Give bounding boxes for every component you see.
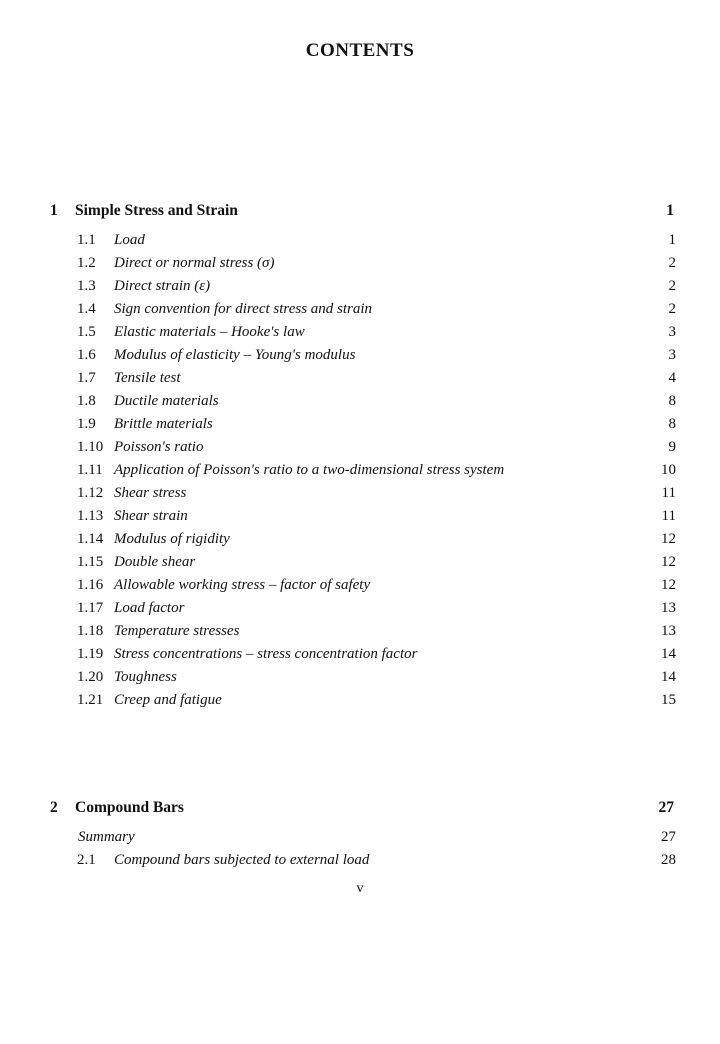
toc-entry (0, 393, 720, 416)
toc-entry-title: Tensile test (114, 370, 181, 386)
toc-entry (0, 347, 720, 370)
toc-entry-number: 1.17 (77, 600, 104, 616)
toc-entry (0, 623, 720, 646)
toc-entry-number: 1.16 (77, 577, 104, 593)
toc-entry-page-number: 14 (661, 669, 676, 685)
toc-entry-title: Allowable working stress – factor of safety (114, 577, 371, 593)
toc-entry-number: 1.2 (77, 255, 96, 271)
toc-entry-number: 1.4 (77, 301, 96, 317)
toc-entry-title: Temperature stresses (114, 623, 240, 639)
toc-entry (0, 600, 720, 623)
toc-entry-title: Toughness (114, 669, 177, 685)
toc-entry (0, 232, 720, 255)
toc-entry-list (0, 232, 720, 715)
toc-entry-title: Shear strain (114, 508, 188, 524)
toc-entry (0, 508, 720, 531)
toc-entry-number: 1.21 (77, 692, 104, 708)
toc-entry-number: 1.3 (77, 278, 96, 294)
toc-entry-number: 1.18 (77, 623, 104, 639)
toc-entry (0, 416, 720, 439)
toc-entry-title: Shear stress (114, 485, 187, 501)
toc-entry (0, 692, 720, 715)
toc-entry-number: 1.7 (77, 370, 96, 386)
toc-entry-title: Elastic materials – Hooke's law (114, 324, 305, 340)
toc-entry-page-number: 14 (661, 646, 676, 662)
toc-entry-number: 1.12 (77, 485, 104, 501)
toc-entry-page-number: 10 (661, 462, 676, 478)
toc-entry-page-number: 3 (668, 324, 676, 340)
toc-entry (0, 485, 720, 508)
toc-entry-page-number: 28 (661, 852, 676, 868)
toc-entry (0, 852, 720, 875)
chapter-title: Simple Stress and Strain (75, 202, 238, 219)
toc-entry-title: Poisson's ratio (114, 439, 204, 455)
toc-entry (0, 462, 720, 485)
toc-entry-page-number: 2 (668, 301, 676, 317)
toc-entry-title: Application of Poisson's ratio to a two-dimensional stress system (114, 462, 505, 478)
chapter-page-number: 1 (666, 202, 674, 219)
toc-entry-page-number: 12 (661, 577, 676, 593)
toc-entry-title: Double shear (114, 554, 196, 570)
toc-entry-title: Brittle materials (114, 416, 213, 432)
toc-entry-page-number: 2 (668, 255, 676, 271)
toc-entry-title: Direct strain (ε) (114, 278, 211, 294)
toc-entry-page-number: 2 (668, 278, 676, 294)
toc-entry-number: 1.10 (77, 439, 104, 455)
toc-entry-number: 2.1 (77, 852, 96, 868)
toc-entry-number: 1.8 (77, 393, 96, 409)
toc-entry (0, 439, 720, 462)
toc-entry-number: 1.1 (77, 232, 96, 248)
toc-entry (0, 577, 720, 600)
chapter-2-section (0, 799, 720, 875)
chapter-1-section (0, 202, 720, 715)
toc-entry (0, 255, 720, 278)
toc-entry-title: Modulus of rigidity (114, 531, 230, 547)
toc-entry-page-number: 12 (661, 531, 676, 547)
toc-entry-page-number: 12 (661, 554, 676, 570)
toc-entry-page-number: 8 (668, 393, 676, 409)
toc-entry-title: Ductile materials (114, 393, 219, 409)
chapter-number: 1 (50, 202, 58, 219)
page-number-folio: v (356, 881, 364, 896)
toc-entry (0, 324, 720, 347)
toc-entry (0, 370, 720, 393)
toc-entry-page-number: 1 (668, 232, 676, 248)
toc-entry-title: Modulus of elasticity – Young's modulus (114, 347, 356, 363)
toc-entry-number: 1.14 (77, 531, 104, 547)
toc-entry-number: 1.6 (77, 347, 96, 363)
toc-entry-page-number: 11 (661, 485, 676, 501)
toc-entry-page-number: 8 (668, 416, 676, 432)
page-title: CONTENTS (305, 40, 415, 61)
toc-entry-list (0, 829, 720, 875)
toc-entry (0, 829, 720, 852)
toc-entry-page-number: 9 (668, 439, 676, 455)
toc-entry-title: Load factor (114, 600, 185, 616)
toc-entry-page-number: 11 (661, 508, 676, 524)
chapter-page-number: 27 (658, 799, 674, 816)
chapter-title: Compound Bars (75, 799, 184, 816)
toc-entry-number: 1.20 (77, 669, 104, 685)
toc-entry (0, 531, 720, 554)
toc-entry-number: 1.9 (77, 416, 96, 432)
toc-entry-number: 1.13 (77, 508, 104, 524)
chapter-heading (0, 799, 720, 823)
toc-entry-number: 1.11 (77, 462, 103, 478)
toc-entry (0, 301, 720, 324)
toc-entry-title: Creep and fatigue (114, 692, 222, 708)
toc-entry-title: Compound bars subjected to external load (114, 852, 370, 868)
chapter-heading (0, 202, 720, 226)
toc-entry-page-number: 15 (661, 692, 676, 708)
toc-entry-title: Load (114, 232, 145, 248)
toc-entry-page-number: 27 (661, 829, 676, 845)
toc-entry-page-number: 13 (661, 623, 676, 639)
chapter-number: 2 (50, 799, 58, 816)
toc-entry (0, 554, 720, 577)
toc-entry-page-number: 3 (668, 347, 676, 363)
toc-entry (0, 278, 720, 301)
toc-entry-number: 1.19 (77, 646, 104, 662)
toc-entry (0, 669, 720, 692)
toc-entry-page-number: 13 (661, 600, 676, 616)
toc-entry-title: Stress concentrations – stress concentration factor (114, 646, 418, 662)
toc-entry-title: Direct or normal stress (σ) (114, 255, 275, 271)
toc-entry (0, 646, 720, 669)
toc-entry-number: 1.5 (77, 324, 96, 340)
toc-entry-title: Sign convention for direct stress and strain (114, 301, 373, 317)
toc-entry-title: Summary (78, 829, 135, 845)
toc-entry-number: 1.15 (77, 554, 104, 570)
toc-entry-page-number: 4 (668, 370, 676, 386)
